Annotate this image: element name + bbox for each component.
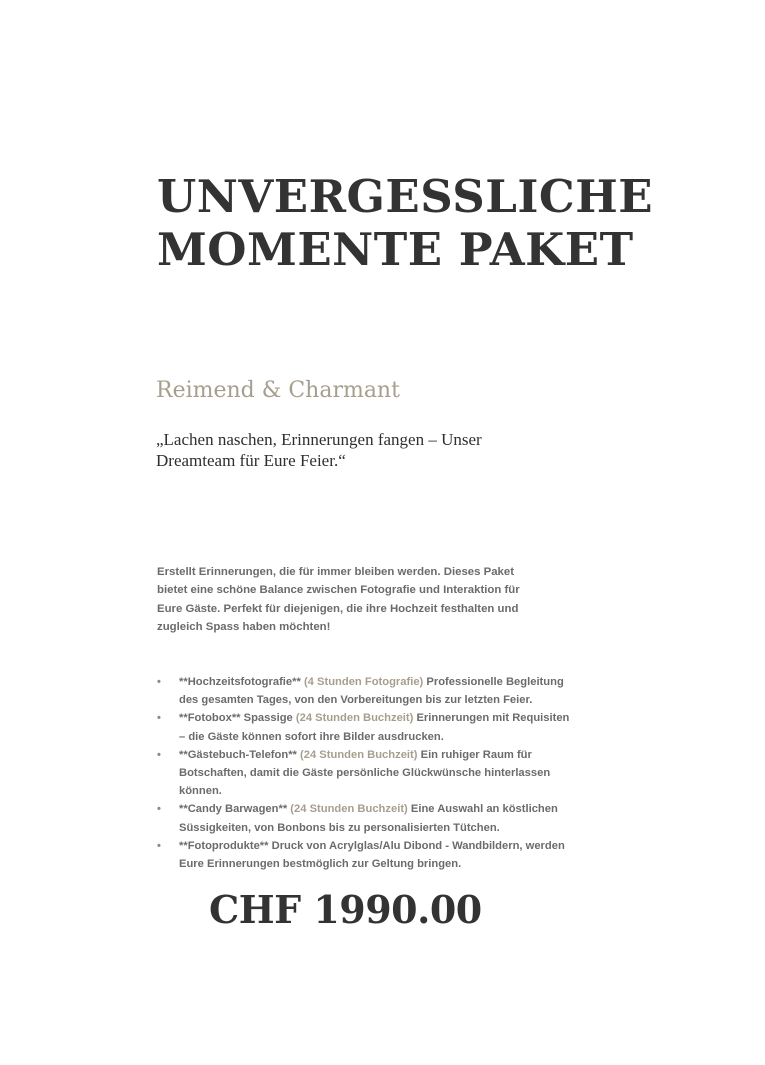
price-label: CHF 1990.00 — [209, 887, 482, 932]
feature-list — [157, 673, 577, 873]
feature-detail: (24 Stunden Buchzeit) — [290, 803, 408, 816]
feature-name: **Gästebuch-Telefon** — [179, 748, 297, 761]
feature-description: Erinnerungen mit Requisiten – die Gäste können sofort ihre Bilder ausdrucken. — [179, 712, 570, 743]
feature-name: **Fotoprodukte** Druck von Acrylglas/Alu Dibond - Wandbildern, werden Eure Erinnerungen bestmöglich zur Geltung bringen. — [179, 839, 565, 871]
page-title — [157, 170, 653, 276]
title-line-2: MOMENTE PAKET — [157, 223, 634, 276]
feature-item — [157, 673, 577, 709]
feature-item — [157, 709, 577, 745]
feature-description: Professionelle Begleitung des gesamten Tages, von den Vorbereitungen bis zur letzten Feier. — [179, 676, 564, 707]
feature-name: **Candy Barwagen** — [179, 803, 288, 816]
feature-name: **Hochzeitsfotografie** — [179, 676, 301, 688]
bullet-icon: • — [157, 748, 161, 761]
title-line-1: UNVERGESSLICHE — [157, 170, 654, 223]
feature-detail: (24 Stunden Buchzeit) — [295, 712, 414, 725]
feature-item — [157, 800, 577, 836]
intro-paragraph: Erstellt Erinnerungen, die für immer bleiben werden. Dieses Paket bietet eine schöne Balance zwischen Fotografie und Interaktion für Eure Gäste. Perfekt für diejenigen, die ihre Hochzeit festhalten und zugleich Spass haben möchten! — [157, 566, 520, 633]
tagline-quote: „Lachen naschen, Erinnerungen fangen – Unser Dreamteam für Eure Feier.“ — [156, 430, 482, 470]
feature-item — [157, 746, 577, 801]
feature-description: Ein ruhiger Raum für Botschaften, damit die Gäste persönliche Glückwünsche hinterlassen können. — [179, 748, 551, 798]
feature-name: **Fotobox** Spassige — [179, 712, 293, 725]
feature-description: Eine Auswahl an köstlichen Süssigkeiten, von Bonbons bis zu personalisierten Tütchen. — [179, 803, 558, 834]
bullet-icon: • — [157, 712, 161, 725]
subtitle: Reimend & Charmant — [156, 378, 400, 403]
bullet-icon: • — [157, 803, 161, 816]
bullet-icon: • — [157, 839, 161, 852]
feature-item — [157, 837, 577, 873]
bullet-icon: • — [157, 676, 161, 688]
feature-detail: (4 Stunden Fotografie) — [303, 676, 424, 688]
feature-detail: (24 Stunden Buchzeit) — [300, 748, 418, 761]
